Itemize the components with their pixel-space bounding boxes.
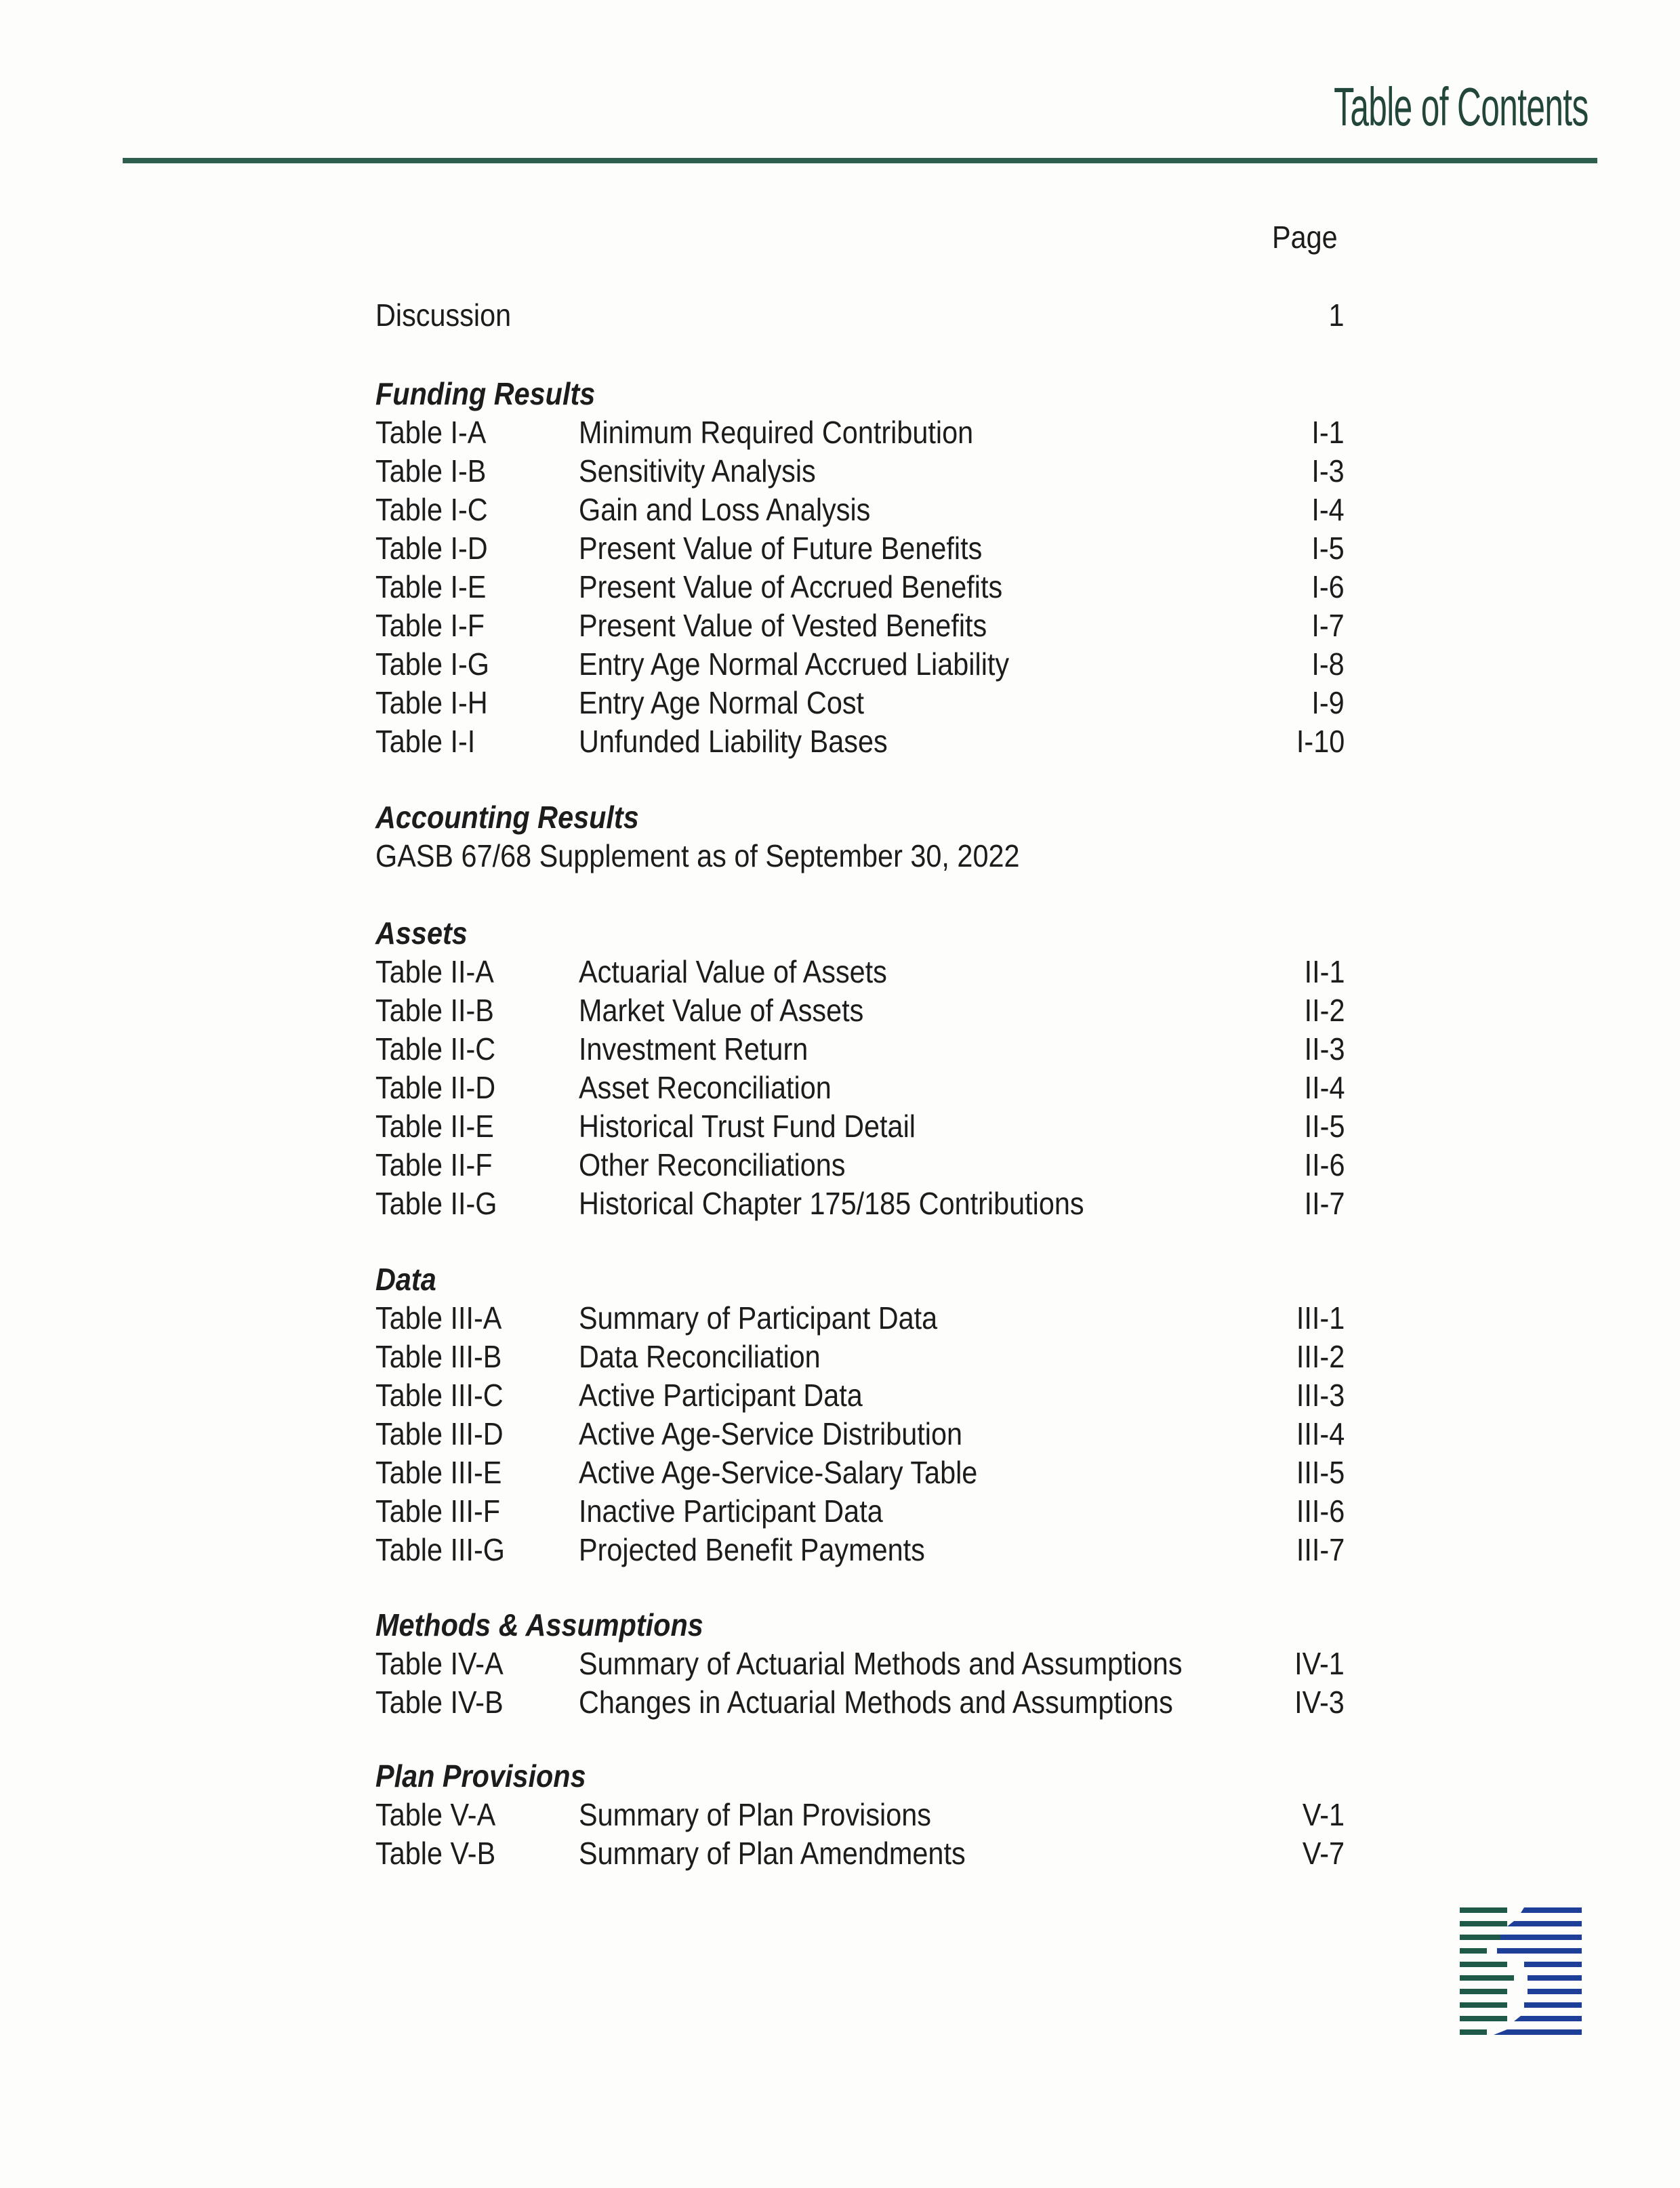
toc-entry[interactable] [375, 491, 1345, 529]
table-id: Table III-C [375, 1378, 504, 1413]
toc-entry[interactable] [375, 1146, 1345, 1184]
page-number: IV-1 [1294, 1646, 1345, 1681]
page-number: I-6 [1311, 569, 1345, 604]
table-description: Active Age-Service-Salary Table [579, 1455, 978, 1490]
table-description: Minimum Required Contribution [579, 415, 974, 450]
table-description: Sensitivity Analysis [579, 453, 816, 489]
table-id: Table V-B [375, 1836, 496, 1871]
table-description: Changes in Actuarial Methods and Assumptions [579, 1685, 1173, 1720]
table-description: Present Value of Vested Benefits [579, 608, 987, 643]
table-id: Table IV-B [375, 1685, 504, 1720]
page-number: II-2 [1304, 993, 1345, 1028]
toc-entry[interactable] [375, 606, 1345, 645]
table-id: Table I-A [375, 415, 487, 450]
page-number: I-4 [1311, 492, 1345, 527]
table-description: Projected Benefit Payments [579, 1532, 925, 1567]
table-description: Gain and Loss Analysis [579, 492, 871, 527]
toc-entry[interactable] [375, 1683, 1345, 1722]
toc-entry[interactable] [375, 1338, 1345, 1376]
toc-entry[interactable] [375, 1299, 1345, 1338]
table-id: Table V-A [375, 1797, 496, 1832]
page-number: I-1 [1311, 415, 1345, 450]
section-heading-plan-provisions: Plan Provisions [375, 1758, 586, 1794]
toc-entry-gasb-supplement[interactable] [375, 837, 1345, 875]
toc-entry[interactable] [375, 568, 1345, 606]
table-id: Table I-B [375, 453, 487, 489]
page-number: I-8 [1311, 646, 1345, 682]
page-column-header: Page [1271, 220, 1338, 255]
toc-entry[interactable] [375, 1030, 1345, 1069]
section-heading-funding-results: Funding Results [375, 376, 596, 411]
table-id: Table III-E [375, 1455, 502, 1490]
toc-entry[interactable] [375, 1453, 1345, 1492]
table-id: Table I-I [375, 724, 476, 759]
table-id: Table III-A [375, 1300, 502, 1336]
toc-entry[interactable] [375, 722, 1345, 761]
section-heading-assets: Assets [375, 915, 468, 951]
toc-entry[interactable] [375, 452, 1345, 491]
toc-entry[interactable] [375, 1107, 1345, 1146]
table-description: Present Value of Accrued Benefits [579, 569, 1003, 604]
table-description: Historical Trust Fund Detail [579, 1109, 916, 1144]
page-number: I-9 [1311, 685, 1345, 720]
table-description: Historical Chapter 175/185 Contributions [579, 1186, 1084, 1221]
table-description: Active Participant Data [579, 1378, 863, 1413]
table-id: Table I-F [375, 608, 485, 643]
page-number: III-1 [1296, 1300, 1345, 1336]
striped-s-logo-icon [1460, 1907, 1582, 2043]
table-id: Table I-E [375, 569, 487, 604]
table-description: Present Value of Future Benefits [579, 531, 983, 566]
toc-entry[interactable] [375, 529, 1345, 568]
toc-entry[interactable] [375, 991, 1345, 1030]
table-id: Table II-C [375, 1031, 496, 1067]
table-id: Table I-G [375, 646, 489, 682]
page-number: II-3 [1304, 1031, 1345, 1067]
section-heading-accounting-results: Accounting Results [375, 800, 639, 835]
table-description: Summary of Plan Amendments [579, 1836, 966, 1871]
page-number: III-2 [1296, 1339, 1345, 1374]
table-description: Investment Return [579, 1031, 808, 1067]
page-number: V-1 [1302, 1797, 1345, 1832]
page-number: II-1 [1304, 954, 1345, 989]
table-id: Table I-C [375, 492, 488, 527]
discussion-label: Discussion [375, 297, 512, 333]
page-number: IV-3 [1294, 1685, 1345, 1720]
discussion-page: 1 [1328, 297, 1345, 333]
table-id: Table I-H [375, 685, 488, 720]
table-description: Entry Age Normal Cost [579, 685, 865, 720]
table-description: Summary of Participant Data [579, 1300, 938, 1336]
table-id: Table II-B [375, 993, 494, 1028]
page-number: I-7 [1311, 608, 1345, 643]
page-number: V-7 [1302, 1836, 1345, 1871]
toc-entry[interactable] [375, 1796, 1345, 1834]
table-description: Actuarial Value of Assets [579, 954, 887, 989]
table-description: Summary of Plan Provisions [579, 1797, 931, 1832]
page-number: II-6 [1304, 1147, 1345, 1182]
table-description: Data Reconciliation [579, 1339, 821, 1374]
toc-entry[interactable] [375, 1376, 1345, 1415]
section-heading-data: Data [375, 1262, 436, 1297]
table-id: Table II-F [375, 1147, 493, 1182]
table-id: Table II-D [375, 1070, 496, 1105]
page-number: II-4 [1304, 1070, 1345, 1105]
table-id: Table III-F [375, 1493, 501, 1529]
page-number: III-4 [1296, 1416, 1345, 1451]
page-number: III-7 [1296, 1532, 1345, 1567]
table-id: Table II-A [375, 954, 494, 989]
header-divider [123, 158, 1597, 163]
table-description: Unfunded Liability Bases [579, 724, 888, 759]
toc-entry[interactable] [375, 645, 1345, 684]
page-number: I-3 [1311, 453, 1345, 489]
toc-entry[interactable] [375, 684, 1345, 722]
page-number: III-3 [1296, 1378, 1345, 1413]
toc-entry[interactable] [375, 1645, 1345, 1683]
toc-entry[interactable] [375, 1531, 1345, 1569]
table-description: Entry Age Normal Accrued Liability [579, 646, 1010, 682]
table-description: Summary of Actuarial Methods and Assumptions [579, 1646, 1183, 1681]
table-id: Table I-D [375, 531, 488, 566]
page-number: II-7 [1304, 1186, 1345, 1221]
toc-entry-discussion[interactable] [375, 296, 1345, 335]
page-number: III-5 [1296, 1455, 1345, 1490]
table-description: Inactive Participant Data [579, 1493, 883, 1529]
section-heading-methods-assumptions: Methods & Assumptions [375, 1607, 703, 1643]
toc-entry[interactable] [375, 413, 1345, 452]
page-title: Table of Contents [1334, 77, 1589, 137]
table-id: Table II-G [375, 1186, 497, 1221]
toc-entry[interactable] [375, 953, 1345, 991]
table-id: Table III-B [375, 1339, 502, 1374]
toc-entry[interactable] [375, 1415, 1345, 1453]
table-description: Asset Reconciliation [579, 1070, 832, 1105]
section-note: GASB 67/68 Supplement as of September 30, 2022 [375, 838, 1020, 873]
page-number: III-6 [1296, 1493, 1345, 1529]
toc-entry[interactable] [375, 1834, 1345, 1873]
table-description: Other Reconciliations [579, 1147, 846, 1182]
table-id: Table IV-A [375, 1646, 504, 1681]
table-id: Table III-G [375, 1532, 505, 1567]
toc-entry[interactable] [375, 1492, 1345, 1531]
table-description: Market Value of Assets [579, 993, 864, 1028]
page-number: II-5 [1304, 1109, 1345, 1144]
table-id: Table III-D [375, 1416, 504, 1451]
toc-entry[interactable] [375, 1069, 1345, 1107]
table-id: Table II-E [375, 1109, 494, 1144]
toc-entry[interactable] [375, 1184, 1345, 1223]
page-number: I-10 [1296, 724, 1345, 759]
table-description: Active Age-Service Distribution [579, 1416, 963, 1451]
page-number: I-5 [1311, 531, 1345, 566]
